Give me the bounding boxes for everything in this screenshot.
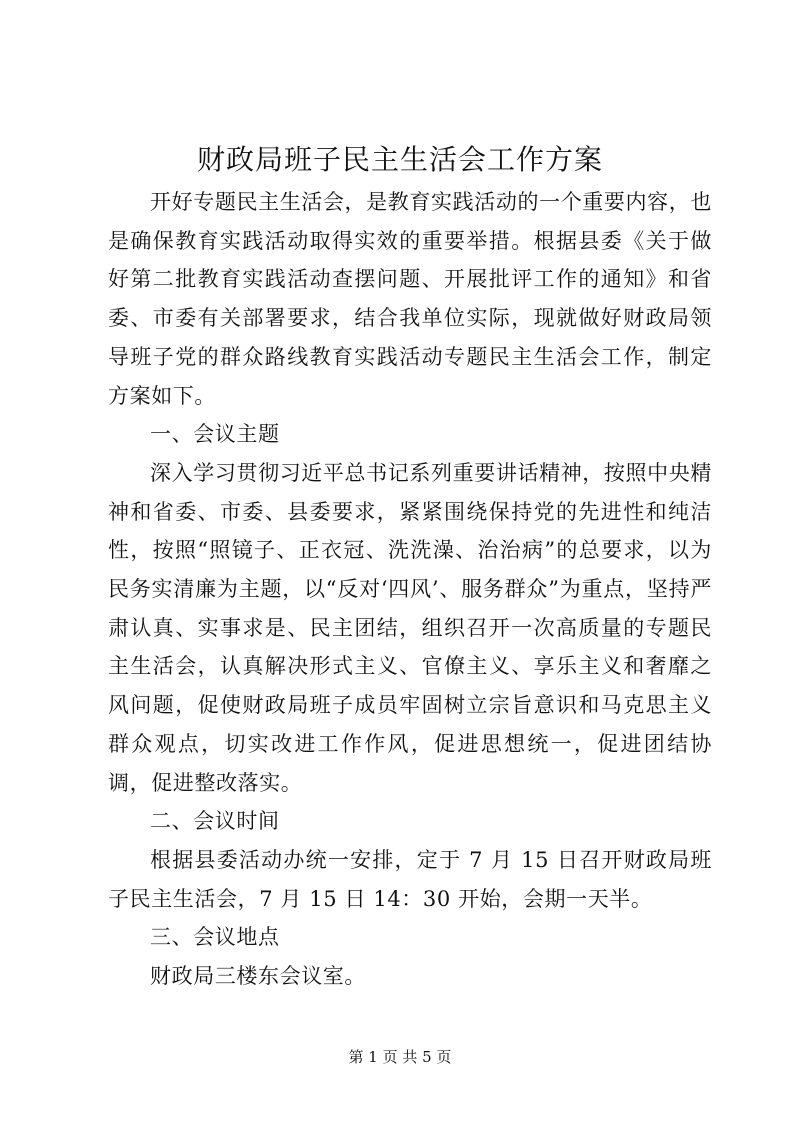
location-paragraph: 财政局三楼东会议室。 xyxy=(150,964,366,989)
section-heading-location: 三、会议地点 xyxy=(150,925,280,950)
topic-paragraph: 深入学习贯彻习近平总书记系列重要讲话精神，按照中央精神和省委、市委、县委要求，紧紧围绕保持党的先进性和纯洁性，按照“照镜子、正衣冠、洗洗澡、治治病”的总要求，以为民务实清廉为主题，以“反对‘四风’、服务群众”为重点，坚持严肃认真、实事求是、民主团结，组织召开一次高质量的专题民主生活会，认真解决形式主义、官僚主义、享乐主义和奢靡之风问题，促使财政局班子成员牢固树立宗旨意识和马克思主义群众观点，切实改进工作作风，促进思想统一，促进团结协调，促进整改落实。 xyxy=(108,460,712,795)
page-number: 第 1 页 共 5 页 xyxy=(348,1048,452,1066)
document-body xyxy=(108,183,712,996)
page-footer xyxy=(0,1047,800,1067)
time-paragraph: 根据县委活动办统一安排，定于 7 月 15 日召开财政局班子民主生活会，7 月 15 日 14：30 开始，会期一天半。 xyxy=(108,847,712,911)
document-title: 财政局班子民主生活会工作方案 xyxy=(196,143,603,176)
section-heading-topic: 一、会议主题 xyxy=(150,422,280,447)
intro-paragraph: 开好专题民主生活会，是教育实践活动的一个重要内容，也是确保教育实践活动取得实效的重要举措。根据县委《关于做好第二批教育实践活动查摆问题、开展批评工作的通知》和省委、市委有关部署要求，结合我单位实际，现就做好财政局领导班子党的群众路线教育实践活动专题民主生活会工作，制定方案如下。 xyxy=(108,190,712,408)
section-heading-time: 二、会议时间 xyxy=(150,809,280,834)
